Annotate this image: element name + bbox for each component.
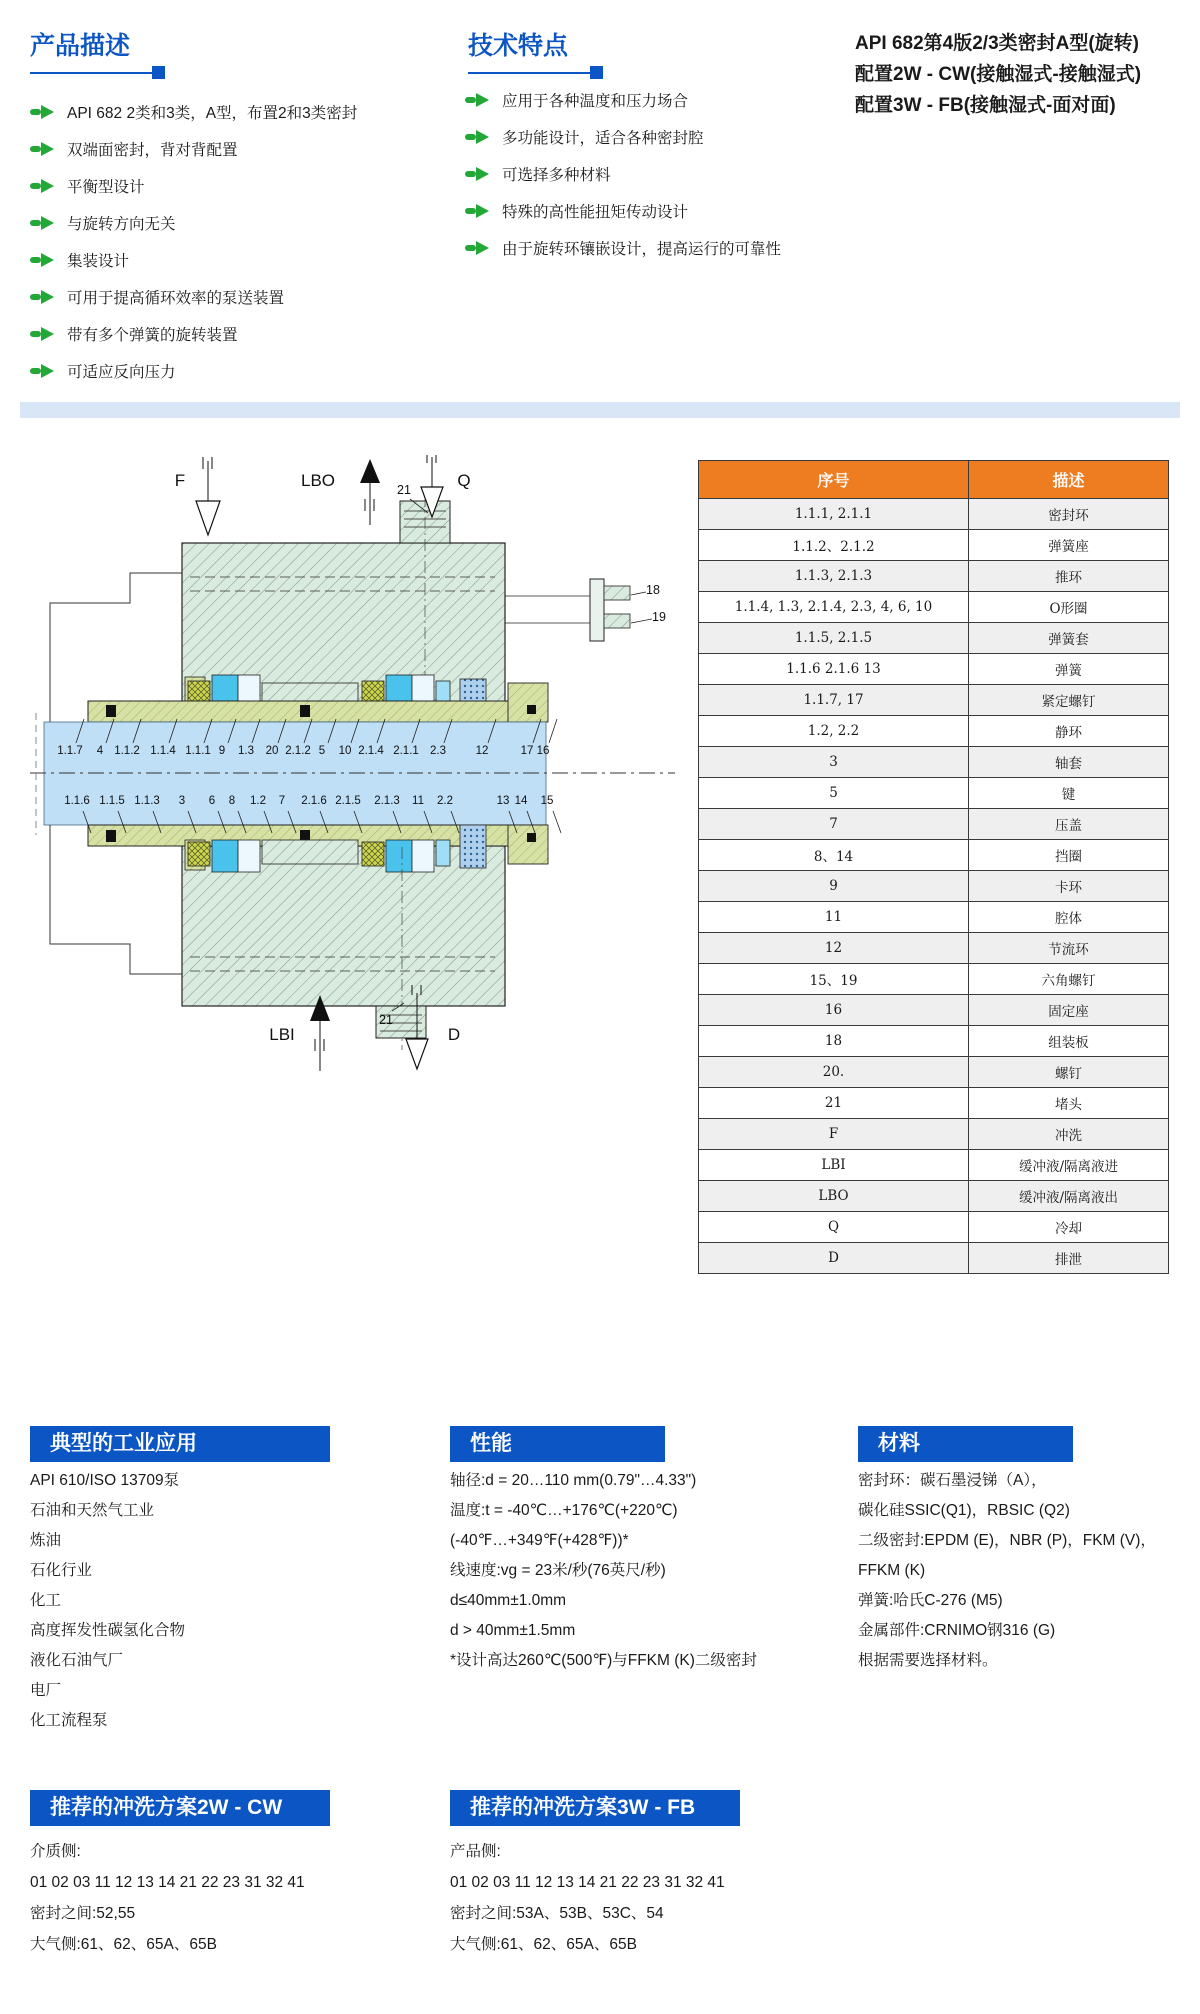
table-cell: F bbox=[699, 1119, 969, 1150]
table-row bbox=[699, 1243, 1169, 1274]
table-cell: 1.1.5, 2.1.5 bbox=[699, 623, 969, 654]
table-cell: 12 bbox=[699, 933, 969, 964]
table-cell: 压盖 bbox=[969, 809, 1169, 840]
table-cell: 组装板 bbox=[969, 1026, 1169, 1057]
table-cell: 挡圈 bbox=[969, 840, 1169, 871]
parts-table bbox=[698, 460, 1168, 1274]
list-item bbox=[30, 241, 450, 278]
table-cell: 堵头 bbox=[969, 1088, 1169, 1119]
table-cell: 冲洗 bbox=[969, 1119, 1169, 1150]
table-cell: 节流环 bbox=[969, 933, 1169, 964]
list-item: 电厂 bbox=[30, 1682, 62, 1699]
table-header-cell: 描述 bbox=[969, 461, 1169, 499]
label-LBO: LBO bbox=[300, 471, 336, 490]
list-item-label: 多功能设计，适合各种密封腔 bbox=[502, 129, 704, 147]
table-row bbox=[699, 1057, 1169, 1088]
diagram-part-label: 15 bbox=[540, 795, 554, 807]
table-cell: 固定座 bbox=[969, 995, 1169, 1026]
table-cell: 键 bbox=[969, 778, 1169, 809]
diagram-part-label: 1.2 bbox=[250, 795, 266, 807]
diagram-part-label: 17 bbox=[520, 745, 534, 757]
diagram-part-label: 1.1.1 bbox=[185, 745, 211, 757]
arrow-bullet-icon bbox=[465, 130, 489, 144]
applications-list bbox=[30, 1466, 410, 1736]
label-LBI: LBI bbox=[269, 1025, 295, 1044]
rule-square bbox=[152, 66, 165, 79]
table-row bbox=[699, 1150, 1169, 1181]
list-item: 介质侧: bbox=[30, 1843, 81, 1860]
list-item-label: 可用于提高循环效率的泵送装置 bbox=[67, 289, 285, 307]
table-row bbox=[699, 1212, 1169, 1243]
table-cell: 9 bbox=[699, 871, 969, 902]
table-row bbox=[699, 995, 1169, 1026]
list-item: 液化石油气厂 bbox=[30, 1652, 124, 1669]
table-row bbox=[699, 840, 1169, 871]
list-item: *设计高达260℃(500℉)与FFKM (K)二级密封 bbox=[450, 1652, 757, 1669]
diagram-part-label: 11 bbox=[412, 795, 424, 807]
rule-square bbox=[590, 66, 603, 79]
table-cell: 21 bbox=[699, 1088, 969, 1119]
table-cell: 紧定螺钉 bbox=[969, 685, 1169, 716]
arrow-bullet-icon bbox=[465, 241, 489, 255]
performance-list bbox=[450, 1466, 840, 1676]
list-item bbox=[30, 167, 450, 204]
list-item-label: 带有多个弹簧的旋转装置 bbox=[67, 326, 238, 344]
label-21-top: 21 bbox=[397, 483, 411, 497]
divider-strip bbox=[20, 402, 1180, 418]
arrow-bullet-icon bbox=[30, 216, 54, 230]
materials-list bbox=[858, 1466, 1188, 1676]
list-item bbox=[30, 204, 450, 241]
list-item-label: 双端面密封，背对背配置 bbox=[67, 141, 238, 159]
table-row bbox=[699, 716, 1169, 747]
list-item-label: 应用于各种温度和压力场合 bbox=[502, 92, 689, 110]
table-cell: 推环 bbox=[969, 561, 1169, 592]
table-row bbox=[699, 933, 1169, 964]
list-item: 石油和天然气工业 bbox=[30, 1502, 155, 1519]
table-cell: 5 bbox=[699, 778, 969, 809]
list-item bbox=[30, 130, 450, 167]
table-cell: 1.1.2、2.1.2 bbox=[699, 530, 969, 561]
table-row bbox=[699, 1026, 1169, 1057]
list-item: 配置2W - CW(接触湿式-接触湿式) bbox=[855, 64, 1142, 85]
table-row bbox=[699, 1088, 1169, 1119]
table-cell: 缓冲液/隔离液进 bbox=[969, 1150, 1169, 1181]
table-row bbox=[699, 654, 1169, 685]
list-item: 配置3W - FB(接触湿式-面对面) bbox=[855, 95, 1116, 116]
product-desc-list bbox=[30, 93, 450, 389]
label-18: 18 bbox=[646, 583, 660, 597]
diagram-part-label: 12 bbox=[475, 745, 489, 757]
table-cell: 7 bbox=[699, 809, 969, 840]
list-item bbox=[30, 93, 450, 130]
list-item: FFKM (K) bbox=[858, 1562, 926, 1579]
list-item: 01 02 03 11 12 13 14 21 22 23 31 32 41 bbox=[30, 1874, 305, 1891]
table-row bbox=[699, 1181, 1169, 1212]
list-item-label: 由于旋转环镶嵌设计，提高运行的可靠性 bbox=[502, 240, 782, 258]
diagram-part-label: 2.1.6 bbox=[301, 795, 327, 807]
table-cell: LBO bbox=[699, 1181, 969, 1212]
table-row bbox=[699, 592, 1169, 623]
diagram-part-label: 20 bbox=[265, 745, 279, 757]
table-header-cell: 序号 bbox=[699, 461, 969, 499]
list-item: API 610/ISO 13709泵 bbox=[30, 1472, 180, 1489]
table-cell: 3 bbox=[699, 747, 969, 778]
list-item: 线速度:vg = 23米/秒(76英尺/秒) bbox=[450, 1562, 666, 1579]
parts-table-grid bbox=[698, 460, 1169, 1274]
diagram-part-label: 5 bbox=[318, 745, 326, 757]
product-desc-title: 产品描述 bbox=[30, 32, 131, 60]
tech-features-list bbox=[465, 81, 845, 266]
table-cell: O形圈 bbox=[969, 592, 1169, 623]
list-item: 轴径:d = 20…110 mm(0.79"…4.33") bbox=[450, 1472, 697, 1489]
diagram-part-label: 2.1.2 bbox=[285, 745, 311, 757]
list-item: 密封之间:53A、53B、53C、54 bbox=[450, 1905, 664, 1922]
table-cell: D bbox=[699, 1243, 969, 1274]
list-item: 高度挥发性碳氢化合物 bbox=[30, 1622, 186, 1639]
list-item bbox=[30, 315, 450, 352]
table-row bbox=[699, 809, 1169, 840]
arrow-bullet-icon bbox=[30, 290, 54, 304]
list-item: 化工 bbox=[30, 1592, 62, 1609]
table-cell: Q bbox=[699, 1212, 969, 1243]
list-item: d > 40mm±1.5mm bbox=[450, 1622, 576, 1639]
table-cell: 腔体 bbox=[969, 902, 1169, 933]
arrow-bullet-icon bbox=[465, 167, 489, 181]
table-row bbox=[699, 778, 1169, 809]
table-cell: 20. bbox=[699, 1057, 969, 1088]
label-flush-F: F bbox=[174, 471, 186, 490]
list-item: 炼油 bbox=[30, 1532, 62, 1549]
title-rule bbox=[30, 66, 165, 79]
flush-3w-list bbox=[450, 1836, 850, 1960]
diagram-part-label: 8 bbox=[228, 795, 236, 807]
diagram-part-label: 10 bbox=[338, 745, 352, 757]
table-cell: 16 bbox=[699, 995, 969, 1026]
table-cell: 11 bbox=[699, 902, 969, 933]
diagram-part-label: 1.3 bbox=[238, 745, 254, 757]
arrow-bullet-icon bbox=[465, 93, 489, 107]
list-item bbox=[465, 229, 845, 266]
list-item-label: API 682 2类和3类，A型，布置2和3类密封 bbox=[67, 104, 358, 122]
diagram-part-label: 13 bbox=[496, 795, 510, 807]
list-item: 温度:t = -40℃…+176℃(+220℃) bbox=[450, 1502, 678, 1519]
table-row bbox=[699, 499, 1169, 530]
table-cell: 1.1.4, 1.3, 2.1.4, 2.3, 4, 6, 10 bbox=[699, 592, 969, 623]
list-item: 产品侧: bbox=[450, 1843, 501, 1860]
flush-3w-title-bar: 推荐的冲洗方案3W - FB bbox=[450, 1790, 740, 1826]
arrow-bullet-icon bbox=[30, 364, 54, 378]
diagram-part-label: 14 bbox=[514, 795, 528, 807]
diagram-part-label: 2.1.3 bbox=[374, 795, 400, 807]
table-row bbox=[699, 685, 1169, 716]
arrow-bullet-icon bbox=[465, 204, 489, 218]
list-item: 根据需要选择材料。 bbox=[858, 1652, 998, 1669]
list-item: API 682第4版2/3类密封A型(旋转) bbox=[855, 33, 1140, 54]
tech-features-title: 技术特点 bbox=[468, 32, 569, 60]
diagram-part-label: 1.1.5 bbox=[99, 795, 125, 807]
diagram-part-label: 1.1.7 bbox=[57, 745, 83, 757]
list-item-label: 特殊的高性能扭矩传动设计 bbox=[502, 203, 689, 221]
diagram-part-label: 1.1.4 bbox=[150, 745, 176, 757]
applications-title-bar: 典型的工业应用 bbox=[30, 1426, 330, 1462]
diagram-part-label: 1.1.2 bbox=[114, 745, 140, 757]
diagram-part-label: 4 bbox=[96, 745, 104, 757]
diagram-part-label: 6 bbox=[208, 795, 216, 807]
diagram-part-label: 2.1.1 bbox=[393, 745, 419, 757]
list-item: 密封环：碳石墨浸锑（A）， bbox=[858, 1472, 1047, 1489]
title-rule bbox=[468, 66, 603, 79]
table-cell: 1.1.6 2.1.6 13 bbox=[699, 654, 969, 685]
label-D: D bbox=[447, 1025, 461, 1044]
diagram-part-label: 16 bbox=[536, 745, 550, 757]
list-item: 密封之间:52,55 bbox=[30, 1905, 136, 1922]
table-cell: 1.1.3, 2.1.3 bbox=[699, 561, 969, 592]
list-item: 碳化硅SSIC(Q1)，RBSIC (Q2) bbox=[858, 1502, 1070, 1519]
table-row bbox=[699, 1119, 1169, 1150]
label-Q: Q bbox=[457, 471, 471, 490]
table-cell: LBI bbox=[699, 1150, 969, 1181]
table-cell: 弹簧 bbox=[969, 654, 1169, 685]
table-cell: 密封环 bbox=[969, 499, 1169, 530]
table-cell: 静环 bbox=[969, 716, 1169, 747]
list-item-label: 平衡型设计 bbox=[67, 178, 145, 196]
list-item bbox=[465, 155, 845, 192]
list-item-label: 集装设计 bbox=[67, 252, 130, 270]
list-item: 大气侧:61、62、65A、65B bbox=[450, 1936, 637, 1953]
table-cell: 8、14 bbox=[699, 840, 969, 871]
table-row bbox=[699, 530, 1169, 561]
list-item bbox=[465, 81, 845, 118]
diagram-part-label: 7 bbox=[278, 795, 286, 807]
table-row bbox=[699, 902, 1169, 933]
diagram-part-label: 1.1.3 bbox=[134, 795, 160, 807]
table-cell: 1.2, 2.2 bbox=[699, 716, 969, 747]
table-cell: 1.1.7, 17 bbox=[699, 685, 969, 716]
list-item bbox=[30, 278, 450, 315]
table-cell: 弹簧座 bbox=[969, 530, 1169, 561]
table-cell: 冷却 bbox=[969, 1212, 1169, 1243]
materials-title-bar: 材料 bbox=[858, 1426, 1073, 1462]
configuration-header bbox=[855, 28, 1190, 121]
table-row bbox=[699, 871, 1169, 902]
table-cell: 缓冲液/隔离液出 bbox=[969, 1181, 1169, 1212]
diagram-part-label: 2.1.4 bbox=[358, 745, 384, 757]
table-cell: 1.1.1, 2.1.1 bbox=[699, 499, 969, 530]
flush-2w-list bbox=[30, 1836, 430, 1960]
rule-line bbox=[30, 72, 152, 74]
list-item-label: 与旋转方向无关 bbox=[67, 215, 176, 233]
list-item: 弹簧:哈氏C-276 (M5) bbox=[858, 1592, 1003, 1609]
label-19: 19 bbox=[652, 610, 666, 624]
arrow-bullet-icon bbox=[30, 253, 54, 267]
list-item: 大气侧:61、62、65A、65B bbox=[30, 1936, 217, 1953]
diagram-part-label: 2.2 bbox=[437, 795, 453, 807]
list-item bbox=[465, 192, 845, 229]
table-cell: 卡环 bbox=[969, 871, 1169, 902]
seal-cross-section-diagram bbox=[30, 455, 675, 1115]
table-cell: 螺钉 bbox=[969, 1057, 1169, 1088]
list-item-label: 可选择多种材料 bbox=[502, 166, 611, 184]
table-cell: 排泄 bbox=[969, 1243, 1169, 1274]
list-item bbox=[465, 118, 845, 155]
diagram-part-label: 1.1.6 bbox=[64, 795, 90, 807]
rule-line bbox=[468, 72, 590, 74]
list-item: 石化行业 bbox=[30, 1562, 93, 1579]
arrow-bullet-icon bbox=[30, 105, 54, 119]
table-cell: 15、19 bbox=[699, 964, 969, 995]
list-item: (-40℉…+349℉(+428℉))* bbox=[450, 1532, 629, 1549]
table-row bbox=[699, 964, 1169, 995]
flush-2w-title-bar: 推荐的冲洗方案2W - CW bbox=[30, 1790, 330, 1826]
diagram-part-label: 2.3 bbox=[430, 745, 446, 757]
list-item: 01 02 03 11 12 13 14 21 22 23 31 32 41 bbox=[450, 1874, 725, 1891]
list-item bbox=[30, 352, 450, 389]
list-item: 化工流程泵 bbox=[30, 1712, 108, 1729]
table-cell: 轴套 bbox=[969, 747, 1169, 778]
table-row bbox=[699, 561, 1169, 592]
diagram-part-label: 9 bbox=[218, 745, 226, 757]
table-cell: 18 bbox=[699, 1026, 969, 1057]
list-item: d≤40mm±1.0mm bbox=[450, 1592, 567, 1609]
arrow-bullet-icon bbox=[30, 327, 54, 341]
diagram-part-label: 3 bbox=[178, 795, 186, 807]
table-cell: 弹簧套 bbox=[969, 623, 1169, 654]
label-21-bottom: 21 bbox=[379, 1013, 393, 1027]
performance-title-bar: 性能 bbox=[450, 1426, 665, 1462]
list-item: 金属部件:CRNIMO钢316 (G) bbox=[858, 1622, 1056, 1639]
arrow-bullet-icon bbox=[30, 179, 54, 193]
diagram-part-label: 2.1.5 bbox=[335, 795, 361, 807]
table-row bbox=[699, 747, 1169, 778]
table-row bbox=[699, 623, 1169, 654]
table-cell: 六角螺钉 bbox=[969, 964, 1169, 995]
list-item-label: 可适应反向压力 bbox=[67, 363, 176, 381]
list-item: 二级密封:EPDM (E)，NBR (P)，FKM (V)， bbox=[858, 1532, 1156, 1549]
arrow-bullet-icon bbox=[30, 142, 54, 156]
